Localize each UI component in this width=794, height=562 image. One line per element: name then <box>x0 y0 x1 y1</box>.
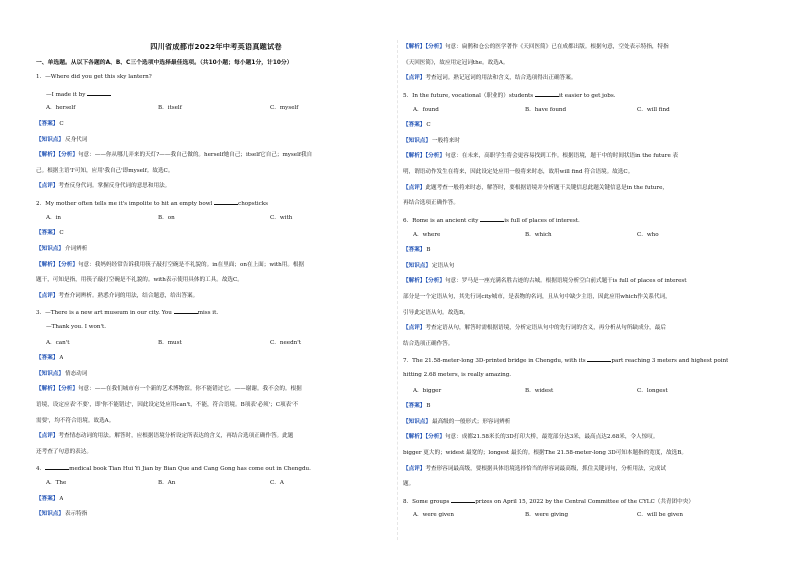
option-a: A．can't <box>46 340 70 346</box>
q5-comment-2: 再结合选项正确作答。 <box>403 200 459 206</box>
q4-comment: 【点评】考查冠词。熟记冠词的用法和含义，结合选项得出正确答案。 <box>403 75 577 81</box>
option-b: B．An <box>158 480 176 486</box>
option-a: A．where <box>413 232 441 238</box>
option-c: C．A <box>270 480 284 486</box>
option-c: C．needn't <box>270 340 302 346</box>
option-b: B．on <box>158 215 175 221</box>
q3-analysis-3: 需要'，均不符合语境。故选A。 <box>36 418 115 424</box>
option-b: B．itself <box>158 105 182 111</box>
option-c: C．will be given <box>637 512 683 518</box>
q3-stem2: —Thank you. I won't. <box>46 324 107 330</box>
q1-analysis-2: 己。根据主语'I'可知，应用'我自己'即myself。故选C。 <box>36 168 174 174</box>
q6-analysis-2: 部分是一个定语从句，其先行词city城市，是表物的名词，且从句中缺少主语，因此应用which作关系代词， <box>403 294 671 300</box>
q8-stem: 8．Some groups prizes on April 15, 2022 by the Central Committee of the CYLC（共青团中央） <box>403 496 694 505</box>
q4-answer: 【答案】A <box>36 496 64 502</box>
option-c: C．with <box>270 215 293 221</box>
q7-analysis-2: bigger 更大的；widest 最宽的；longest 最长的。根据The 21.58-meter-long 3D可知本题指的宽度，故选B。 <box>403 450 687 456</box>
q5-answer: 【答案】C <box>403 122 431 128</box>
q7-comment-1: 【点评】考查形容词最高级，要根据具体语境选择恰当的形容词最高级，抓住关键词句，分析用法，完成试 <box>403 466 666 472</box>
q4-knowledge: 【知识点】表示特指 <box>36 511 88 517</box>
q7-knowledge: 【知识点】最高级的一般形式；形容词辨析 <box>403 419 511 425</box>
q3-analysis-2: 语境，设定应表'不要'，即'你不能错过'，因此设定处应用can't，不能，符合语境。B项表'必须'；C项表'不 <box>36 402 299 408</box>
option-a: A．found <box>413 107 439 113</box>
q4-options <box>46 479 396 488</box>
q6-comment-1: 【点评】考查定语从句，解答时需根据语境，分析定语从句中的先行词的含义，再分析从句所缺成分，最后 <box>403 325 666 331</box>
q2-comment: 【点评】考查介词辨析。熟悉介词的用法，结合题意，给出答案。 <box>36 293 199 299</box>
q1-options <box>46 104 396 113</box>
q6-comment-2: 结合选项正确作答。 <box>403 341 454 347</box>
option-c: C．longest <box>637 388 668 394</box>
q6-analysis-1: 【解析】【分析】句意：罗马是一座充满名胜古迹的古城。根据语境分析空白前式题干is full of places of interest <box>403 278 687 284</box>
option-a: A．in <box>46 215 62 221</box>
q5-analysis-2: 明，谓语动作发生在将来，因此设定处应用一般将来时态，故用will find 符合语境。故选C。 <box>403 169 634 175</box>
q1-answer: 【答案】C <box>36 121 64 127</box>
q7-answer: 【答案】B <box>403 403 431 409</box>
q5-knowledge: 【知识点】一般将来时 <box>403 138 460 144</box>
q4-analysis-2: 《天回医简》，故应用定冠词the。故选A。 <box>403 60 509 66</box>
q3-comment-2: 还考查了句意的表达。 <box>36 449 92 455</box>
q5-analysis-1: 【解析】【分析】句意：在未来，高职学生将会更容易找到工作。根据语境，题干中的时间状语in the future 表 <box>403 153 679 159</box>
option-c: C．who <box>637 232 659 238</box>
q2-analysis-2: 题干，可知是指，用筷子敲打空碗是不礼貌的。with表示使用具体的工具。故选C。 <box>36 277 243 283</box>
q1-stem2: —I made it by <box>46 89 111 98</box>
option-b: B．must <box>158 340 182 346</box>
section-heading: 一、单选题。从以下各题的A、B、C三个选项中选择最佳选项。（共10小题；每小题1分，计10分） <box>36 60 293 66</box>
q3-options <box>46 339 396 348</box>
option-b: B．which <box>525 232 552 238</box>
column-divider <box>397 40 398 540</box>
answer-blank <box>45 463 69 470</box>
q3-stem: 3．—There is a new art museum in our city. You miss it. <box>36 307 218 316</box>
q7-stem2: hitting 2.68 meters, is really amazing. <box>403 372 512 378</box>
q1-comment: 【点评】考查反身代词。掌握反身代词的意思和用法。 <box>36 183 171 189</box>
q3-answer: 【答案】A <box>36 355 64 361</box>
answer-blank <box>587 355 611 362</box>
q3-knowledge: 【知识点】情态动词 <box>36 371 88 377</box>
q8-options <box>413 511 765 520</box>
q2-options <box>46 214 396 223</box>
q5-comment-1: 【点评】此题考查一般将来时态，解答时，要根据语境并分析题干关键信息此题关键信息是in the future， <box>403 185 668 191</box>
q3-analysis-1: 【解析】【分析】句意：——在我们城市有一个新的艺术博物馆。你不能错过它。——谢谢。我不会的。根据 <box>36 386 302 392</box>
option-b: B．have found <box>525 107 567 113</box>
q2-stem: 2．My mother often tells me it's impolite to hit an empty bowl chopsticks <box>36 198 268 207</box>
option-c: C．myself <box>270 105 299 111</box>
option-b: B．widest <box>525 388 554 394</box>
q3-comment-1: 【点评】考查情态动词的用法。解答时，应根据语境分析设定所表达的含义，再结合选项正确作答。此题 <box>36 433 294 439</box>
q4-analysis-1: 【解析】【分析】句意：扁鹊和仓公的医学著作《天回医简》已在成都出版。根据句意，空处表示特指，特指 <box>403 44 669 50</box>
q6-options <box>413 231 765 240</box>
q2-knowledge: 【知识点】介词辨析 <box>36 246 88 252</box>
q5-stem: 5．In the future, vocational（职业的）students it easier to get jobs. <box>403 90 616 99</box>
q1-stem: 1．—Where did you get this sky lantern? <box>36 74 152 80</box>
option-a: A．were given <box>413 512 454 518</box>
q7-analysis-1: 【解析】【分析】句意：成都21.58米长的3D打印大桥，最宽部分达3米，最高点达2.68米，令人惊叹。 <box>403 434 659 440</box>
option-a: A．herself <box>46 105 76 111</box>
answer-blank <box>87 89 111 96</box>
answer-blank <box>174 307 198 314</box>
q1-knowledge: 【知识点】反身代词 <box>36 137 88 143</box>
answer-blank <box>535 90 559 97</box>
q7-options <box>413 387 765 396</box>
q4-stem: 4． medical book Tian Hui Yi Jian by Bian Que and Cang Gong has come out in Chengdu. <box>36 463 311 472</box>
page-title: 四川省成都市2022年中考英语真题试卷 <box>150 43 282 51</box>
answer-blank <box>214 198 238 205</box>
q2-analysis-1: 【解析】【分析】句意：我妈妈经常告诉我用筷子敲打空碗是不礼貌的。in在里面；on在上面；with用。根据 <box>36 262 305 268</box>
q6-knowledge: 【知识点】定语从句 <box>403 263 455 269</box>
option-b: B．were giving <box>525 512 569 518</box>
q5-options <box>413 106 765 115</box>
option-c: C．will find <box>637 107 670 113</box>
q6-analysis-3: 引导此定语从句。故选B。 <box>403 310 469 316</box>
answer-blank <box>480 215 504 222</box>
q6-stem: 6．Rome is an ancient city is full of places of interest. <box>403 215 580 224</box>
answer-blank <box>451 496 475 503</box>
q7-comment-2: 题。 <box>403 481 415 487</box>
q2-answer: 【答案】C <box>36 230 64 236</box>
option-a: A．bigger <box>413 388 442 394</box>
q1-analysis-1: 【解析】【分析】句意：——你从哪儿弄来的天灯?——我自己做的。herself她自己；itself它自己；myself我自 <box>36 152 313 158</box>
q7-stem: 7．The 21.58-meter-long 3D-printed bridge in Chengdu, with its part reaching 3 meters and highest point <box>403 355 728 364</box>
q6-answer: 【答案】B <box>403 247 431 253</box>
option-a: A．The <box>46 480 67 486</box>
